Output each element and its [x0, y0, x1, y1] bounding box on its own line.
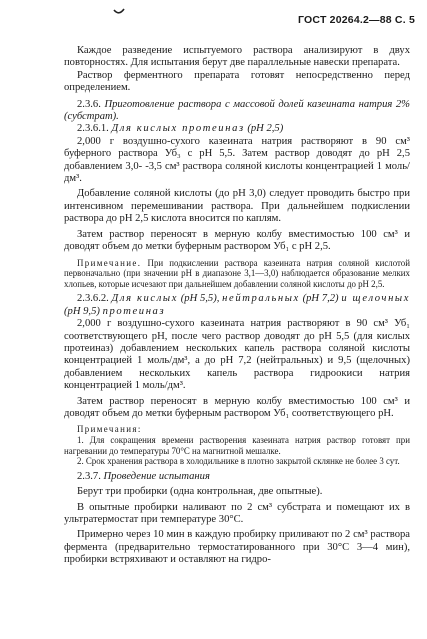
section-title: Проведение испытания — [103, 470, 210, 482]
paragraph-transfer-flask-2: Затем раствор переносят в мерную колбу вместимостью 100 см³ и доводят объем до метки буферным раствором Уб₁ соответствующего рН. — [64, 395, 410, 419]
paragraph-test-tubes: Берут три пробирки (одна контрольная, две опытные). — [77, 486, 323, 498]
section-number: 2.3.6.1. — [77, 123, 109, 135]
title-neutral: нейтральных — [222, 293, 300, 305]
paragraph-acid-preparation: 2,000 г воздушно-сухого казеината натрия растворяют в 90 см³ буферного раствора Уб₃ с рН 5,5. Затем раствор доводят до рН 2,5 добавлением 3,0- -3,5 см³ раствора соляной кислоты концентрацией 1 моль/дм³. — [64, 135, 410, 185]
note-storage: 2. Срок хранения раствора в холодильнике в плотно закрытой склянке не более 3 сут. — [77, 456, 400, 467]
page-header: ГОСТ 20264.2—88 С. 5 — [298, 14, 415, 26]
note-heating: 1. Для сокращения времени растворения казеината натрия раствор готовят при нагревании до температуры 70°С на магнитной мешалке. — [64, 434, 410, 456]
notes-label: Примечания: — [77, 424, 142, 435]
title-proteinases: протеиназ — [102, 305, 166, 317]
section-2-3-6-heading — [64, 99, 410, 124]
document-body — [64, 45, 410, 567]
title-alkaline-ph: (рН 9,5) — [64, 305, 100, 317]
title-alkaline: и щелочных — [341, 293, 411, 305]
paragraph-enzyme-addition: Примерно через 10 мин в каждую пробирку приливают по 2 см³ раствора фермента (предварительно термостатированного при 30°С 3—4 мин), пробирки встряхивают и оставляют на гидро- — [64, 529, 410, 566]
section-title: Для кислых протеиназ — [111, 123, 245, 135]
paragraph-dilution: Каждое разведение испытуемого раствора анализируют в двух повторностях. Для испытания берут две параллельные навески препарата. — [64, 45, 410, 69]
paragraph-transfer-flask: Затем раствор переносят в мерную колбу вместимостью 100 см³ и доводят объем до метки буферным раствором Уб₁ с рН 2,5. — [64, 228, 410, 253]
section-title-ph: (рН 2,5) — [247, 123, 284, 135]
note-label: Примечание. — [77, 257, 142, 268]
section-2-3-6-1-heading — [64, 123, 410, 135]
section-number: 2.3.6.2. — [77, 293, 109, 305]
section-2-3-6-2-heading — [64, 293, 410, 318]
paragraph-enzyme-solution: Раствор ферментного препарата готовят непосредственно перед определением. — [64, 69, 410, 94]
note-acidification — [64, 258, 410, 290]
note-text: При подкислении раствора казеината натрия соляной кислотой первоначально (при значении рН в диапазоне 3,1—3,0) наблюдается образование мелких хлопьев, которые исчезают при дальнейшем добавлении соляной кислоты до рН 2,5. — [64, 257, 410, 289]
scan-mark-icon — [113, 8, 125, 16]
section-2-3-7-heading — [64, 471, 410, 483]
paragraph-substrate: В опытные пробирки наливают по 2 см³ субстрата и помещают их в ультратермостат при температуре 30°С. — [64, 501, 410, 525]
section-number: 2.3.6. — [77, 98, 101, 110]
section-number: 2.3.7. — [77, 470, 101, 482]
paragraph-multi-ph-preparation: 2,000 г воздушно-сухого казеината натрия растворяют в 90 см³ Уб₁ соответствующего рН, после чего раствор доводят до рН 5,5 (для кислых протеиназ) добавлением нескольких капель раствора соляной кислоты концентрацией 1 моль/дм³, а до рН 7,2 (нейтральных) и 9,5 (щелочных) добавлением нескольких капель раствора гидроокиси натрия концентрацией 1 моль/дм³. — [64, 318, 410, 392]
paragraph-acid-addition: Добавление соляной кислоты (до рН 3,0) следует проводить быстро при интенсивном перемешивании раствора. При дальнейшем подкислении раствора до рН 2,5 кислота вносится по каплям. — [64, 188, 410, 225]
title-neutral-ph: (рН 7,2) — [302, 293, 339, 305]
title-acid: Для кислых — [111, 293, 179, 305]
section-title: Приготовление раствора с массовой долей казеината натрия 2% (субстрат). — [64, 98, 410, 123]
title-acid-ph: (рН 5,5), — [180, 293, 220, 305]
